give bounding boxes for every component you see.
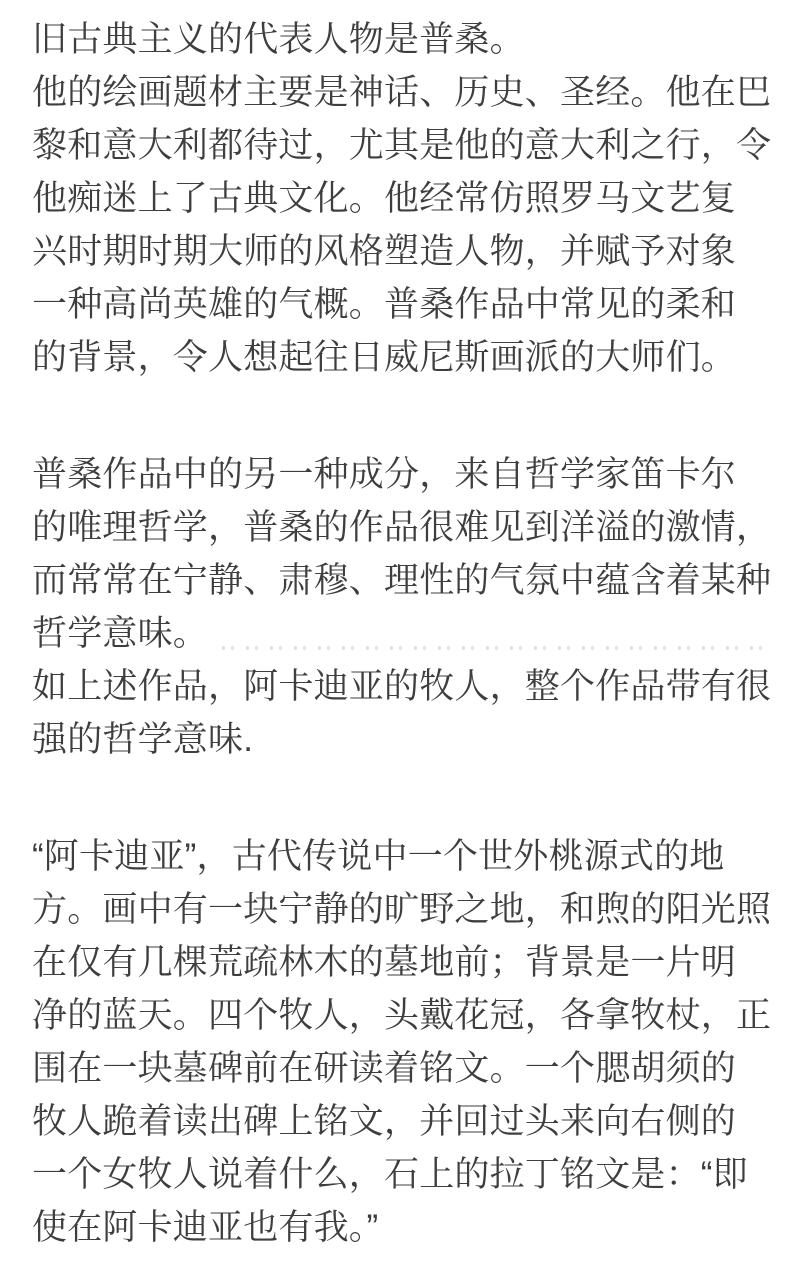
text-line: 使在阿卡迪亚也有我。”	[32, 1208, 379, 1247]
text-line: 黎和意大利都待过，尤其是他的意大利之行，令	[32, 126, 772, 165]
text-line: 牧人跪着读出碑上铭文，并回过头来向右侧的	[32, 1102, 737, 1141]
text-line: 的背景，令人想起往日威尼斯画派的大师们。	[32, 338, 737, 377]
text-line: 一个女牧人说着什么，石上的拉丁铭文是：“即	[32, 1155, 748, 1194]
text-line: 围在一块墓碑前在研读着铭文。一个腮胡须的	[32, 1049, 737, 1088]
text-line: 在仅有几棵荒疏林木的墓地前；背景是一片明	[32, 943, 737, 982]
text-line: 他痴迷上了古典文化。他经常仿照罗马文艺复	[32, 179, 737, 218]
text-line-fragment: 哲学意味。	[32, 614, 209, 653]
text-line: 净的蓝天。四个牧人，头戴花冠，各拿牧杖，正	[32, 996, 772, 1035]
text-line: 普桑作品中的另一种成分，来自哲学家笛卡尔	[32, 455, 737, 494]
text-line: 方。画中有一块宁静的旷野之地，和煦的阳光照	[32, 890, 772, 929]
paragraph-poussin-intro	[32, 13, 774, 384]
text-line: 兴时期时期大师的风格塑造人物，并赋予对象	[32, 232, 737, 271]
text-line: 如上述作品，阿卡迪亚的牧人，整个作品带有很	[32, 667, 772, 706]
text-line: 强的哲学意味.	[32, 720, 254, 759]
text-line: “阿卡迪亚”，古代传说中一个世外桃源式的地	[32, 837, 725, 876]
text-line	[32, 607, 774, 660]
faint-dotted-leader	[222, 646, 768, 650]
text-line: 旧古典主义的代表人物是普桑。	[32, 20, 525, 59]
text-line: 一种高尚英雄的气概。普桑作品中常见的柔和	[32, 285, 737, 324]
text-line: 他的绘画题材主要是神话、历史、圣经。他在巴	[32, 73, 772, 112]
paragraph-philosophy	[32, 448, 774, 766]
text-line: 而常常在宁静、肃穆、理性的气氛中蕴含着某种	[32, 561, 772, 600]
text-line: 的唯理哲学，普桑的作品很难见到洋溢的激情，	[32, 508, 772, 547]
paragraph-arcadia-description	[32, 830, 774, 1254]
